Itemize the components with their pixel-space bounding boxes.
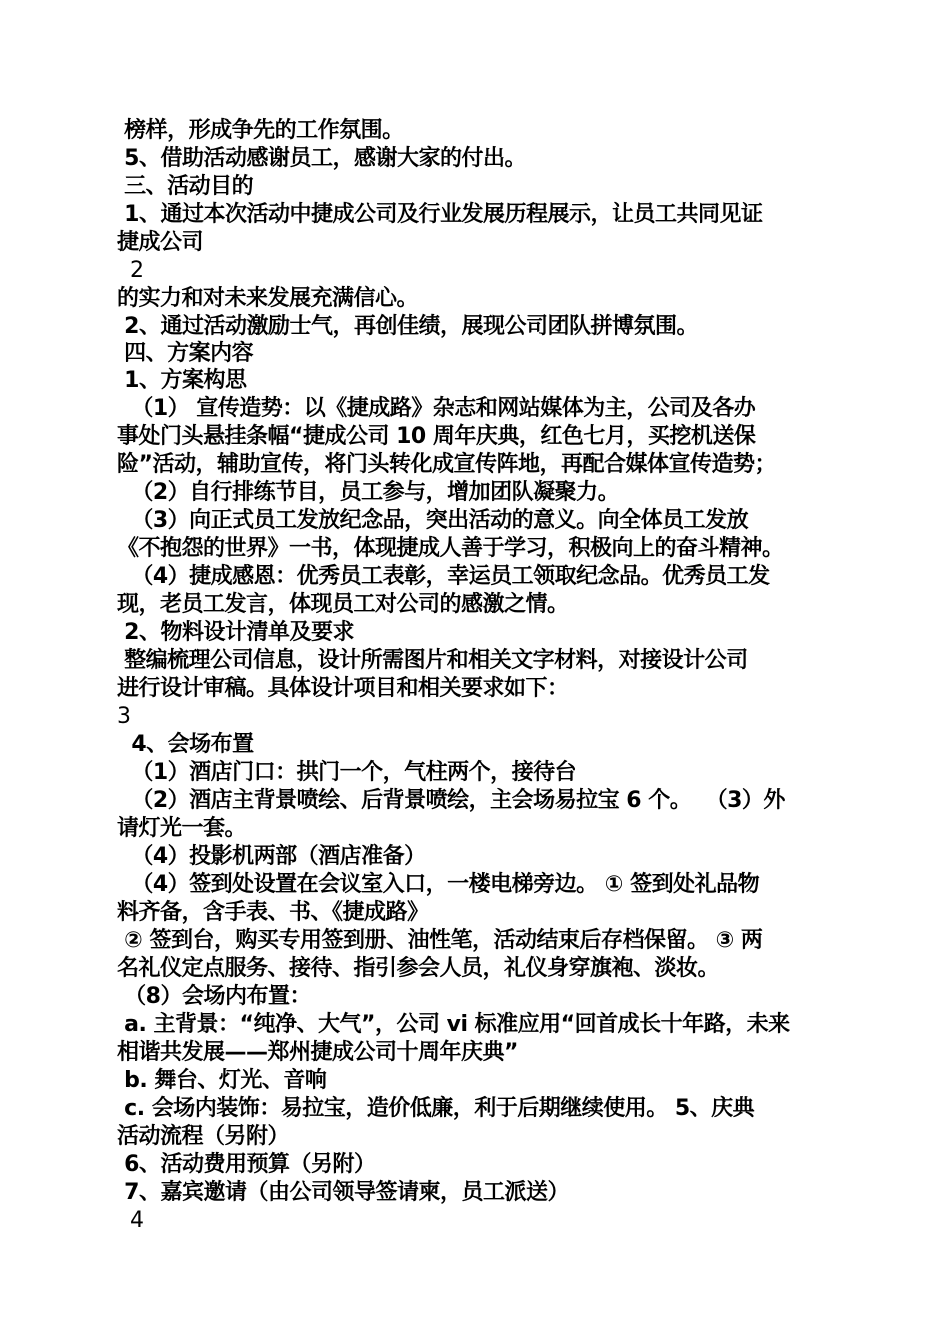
text-line: （3）向正式员工发放纪念品，突出活动的意义。向全体员工发放 [117,508,749,533]
text-line: 相谐共发展——郑州捷成公司十周年庆典” [117,1040,518,1065]
text-line: 5、借助活动感谢员工，感谢大家的付出。 [117,146,526,171]
text-line: （2）酒店主背景喷绘、后背景喷绘，主会场易拉宝 6 个。 （3）外 [117,788,785,813]
text-line: 1、通过本次活动中捷成公司及行业发展历程展示，让员工共同见证 [117,202,763,227]
text-line: 料齐备，含手表、书、《捷成路》 [117,900,429,925]
page-number: 2 [117,258,144,283]
text-line: （4）签到处设置在会议室入口，一楼电梯旁边。 ① 签到处礼品物 [117,872,760,897]
text-line: b. 舞台、灯光、音响 [117,1068,327,1093]
text-line: （8）会场内布置： [117,984,311,1009]
text-line: c. 会场内装饰：易拉宝，造价低廉，利于后期继续使用。 5、庆典 [117,1096,755,1121]
text-line: （1）酒店门口：拱门一个，气柱两个，接待台 [117,760,577,785]
text-line: 活动流程（另附） [117,1124,290,1149]
section-heading: 四、方案内容 [117,341,254,366]
text-line: 现，老员工发言，体现员工对公司的感激之情。 [117,592,569,617]
text-line: a. 主背景：“纯净、大气”，公司 vi 标准应用“回首成长十年路，未来 [117,1012,790,1037]
text-line: 整编梳理公司信息，设计所需图片和相关文字材料，对接设计公司 [117,648,748,673]
subsection-heading: 2、物料设计清单及要求 [117,620,354,645]
text-line: （4）投影机两部（酒店准备） [117,844,426,869]
text-line: （1） 宣传造势：以《捷成路》杂志和网站媒体为主，公司及各办 [117,396,756,421]
text-line: 事处门头悬挂条幅“捷成公司 10 周年庆典，红色七月，买挖机送保 [117,424,756,449]
text-line: （2）自行排练节目，员工参与，增加团队凝聚力。 [117,480,620,505]
text-line: （4）捷成感恩：优秀员工表彰，幸运员工领取纪念品。优秀员工发 [117,564,770,589]
subsection-heading: 1、方案构思 [117,368,247,393]
text-line: 2、通过活动激励士气，再创佳绩，展现公司团队拼博氛围。 [117,314,698,339]
section-heading: 三、活动目的 [117,174,254,199]
text-line: 的实力和对未来发展充满信心。 [117,286,419,311]
page-number: 3 [117,704,131,729]
text-line: 进行设计审稿。具体设计项目和相关要求如下： [117,676,569,701]
text-line: 榜样，形成争先的工作氛围。 [117,118,404,143]
subsection-heading: 4、会场布置 [117,732,254,757]
text-line: 请灯光一套。 [117,816,247,841]
text-line: 险”活动，辅助宣传，将门头转化成宣传阵地，再配合媒体宣传造势； [117,452,776,477]
text-line: 捷成公司 [117,230,204,255]
text-line: ② 签到台，购买专用签到册、油性笔，活动结束后存档保留。 ③ 两 [117,928,763,953]
text-line: 《不抱怨的世界》一书，体现捷成人善于学习，积极向上的奋斗精神。 [117,536,784,561]
page-number: 4 [117,1208,144,1233]
text-line: 7、嘉宾邀请（由公司领导签请柬，员工派送） [117,1180,569,1205]
text-line: 名礼仪定点服务、接待、指引参会人员，礼仪身穿旗袍、淡妆。 [117,956,720,981]
text-line: 6、活动费用预算（另附） [117,1152,376,1177]
